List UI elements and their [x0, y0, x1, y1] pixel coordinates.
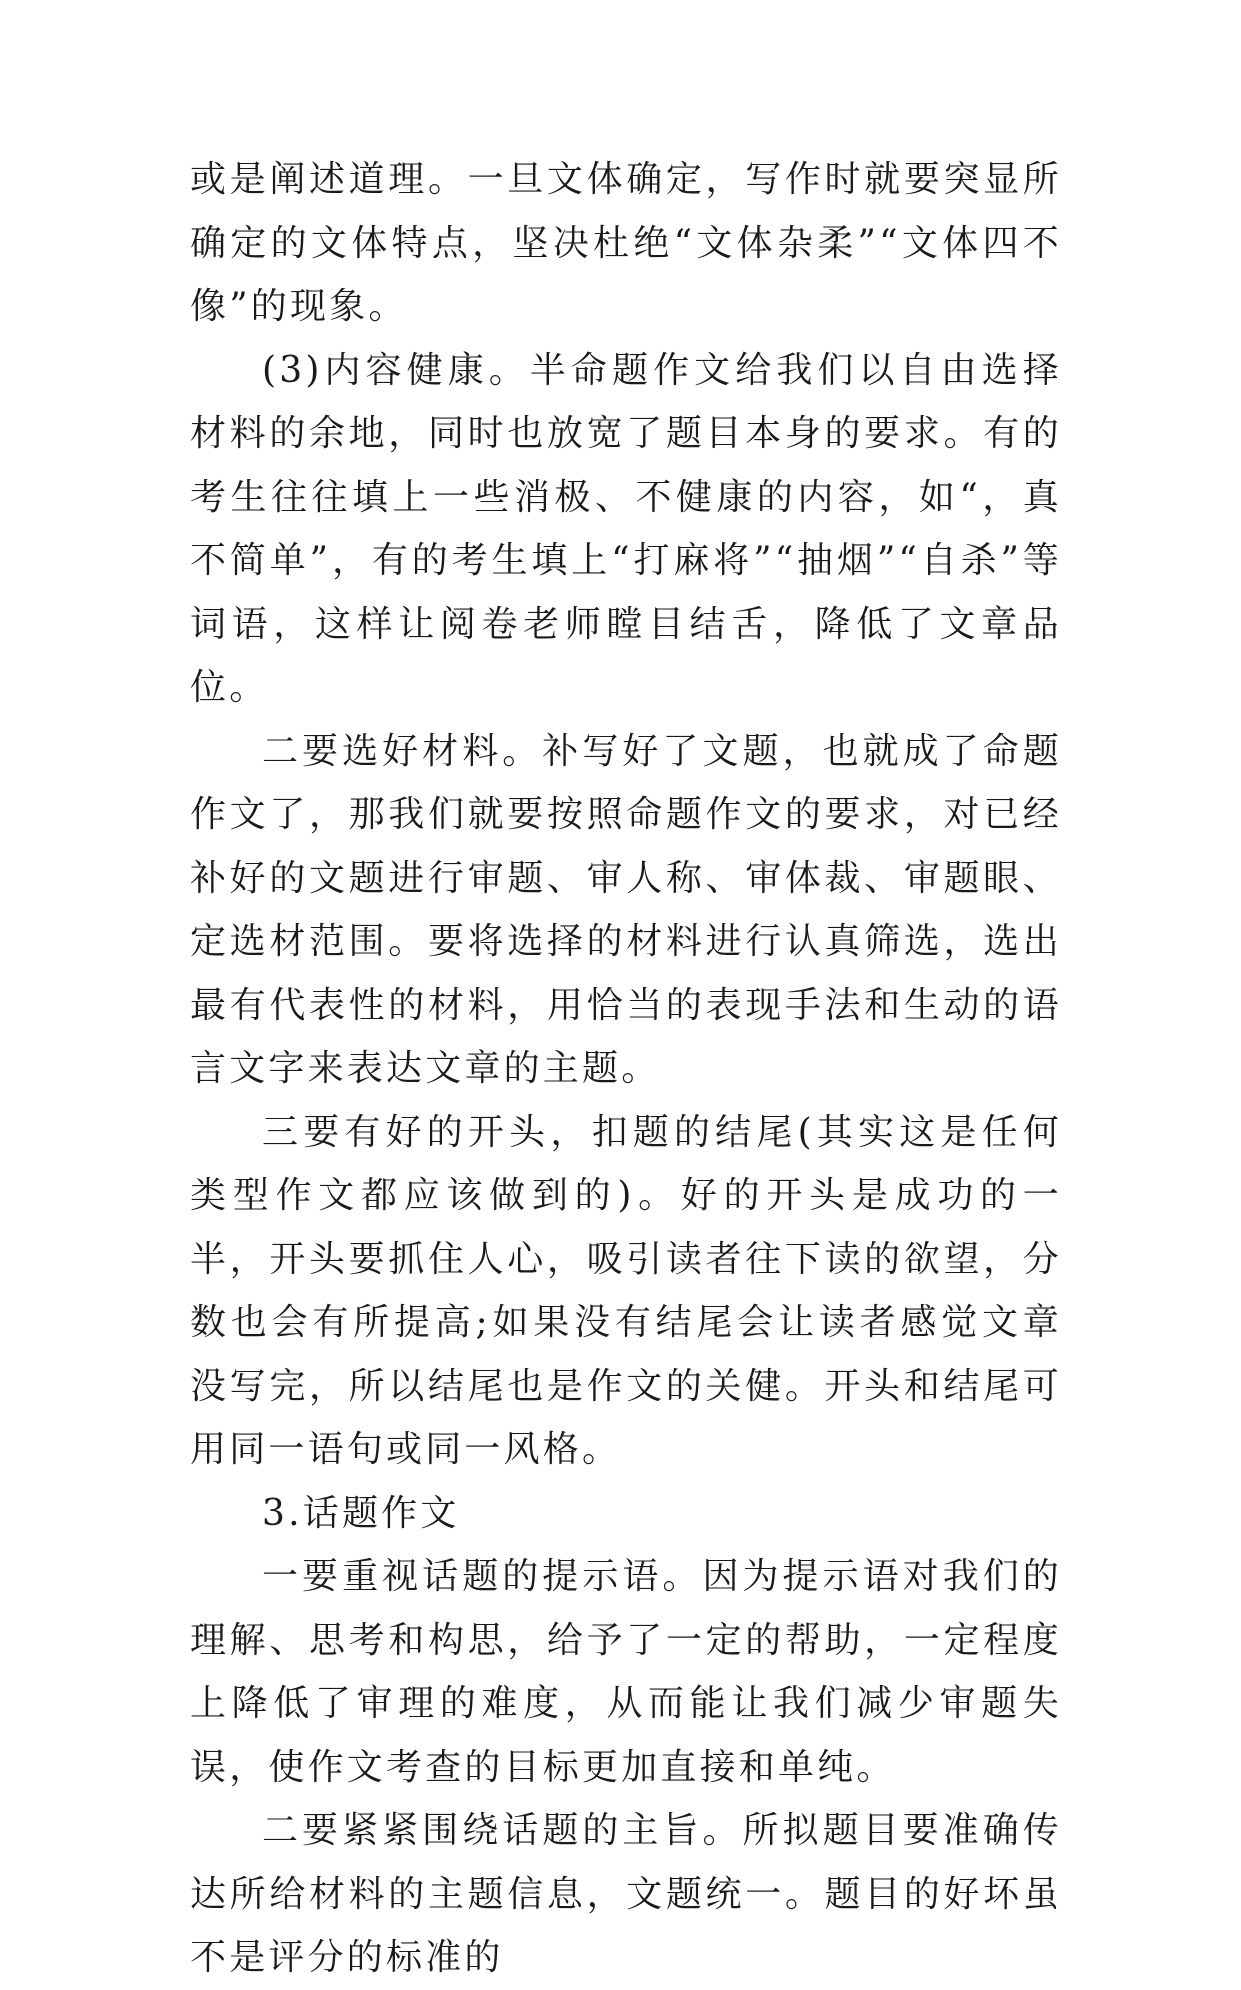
paragraph: 三要有好的开头，扣题的结尾(其实这是任何类型作文都应该做到的)。好的开头是成功的一半，开头要抓住人心，吸引读者往下读的欲望，分数也会有所提高;如果没有结尾会让读者感觉文章没写完，所以结尾也是作文的关健。开头和结尾可用同一语句或同一风格。: [190, 1111, 1062, 1470]
paragraph: 二要紧紧围绕话题的主旨。所拟题目要准确传达所给材料的主题信息，文题统一。题目的好坏虽不是评分的标准的: [190, 1810, 1062, 1978]
paragraph: 或是阐述道理。一旦文体确定，写作时就要突显所确定的文体特点，坚决杜绝“文体杂柔”“文体四不像”的现象。: [190, 159, 1062, 327]
paragraph: 二要选好材料。补写好了文题，也就成了命题作文了，那我们就要按照命题作文的要求，对已经补好的文题进行审题、审人称、审体裁、审题眼、定选材范围。要将选择的材料进行认真筛选，选出最有代表性的材料，用恰当的表现手法和生动的语言文字来表达文章的主题。: [190, 730, 1062, 1089]
paragraph: 一要重视话题的提示语。因为提示语对我们的理解、思考和构思，给予了一定的帮助，一定程度上降低了审理的难度，从而能让我们减少审题失误，使作文考查的目标更加直接和单纯。: [190, 1556, 1062, 1788]
section-heading: 3.话题作文: [262, 1492, 460, 1534]
body-text: [190, 148, 1062, 1990]
paragraph: (3)内容健康。半命题作文给我们以自由选择材料的余地，同时也放宽了题目本身的要求。有的考生往往填上一些消极、不健康的内容，如“，真不简单”，有的考生填上“打麻将”“抽烟”“自杀”等词语，这样让阅卷老师瞠目结舌，降低了文章品位。: [190, 349, 1062, 708]
